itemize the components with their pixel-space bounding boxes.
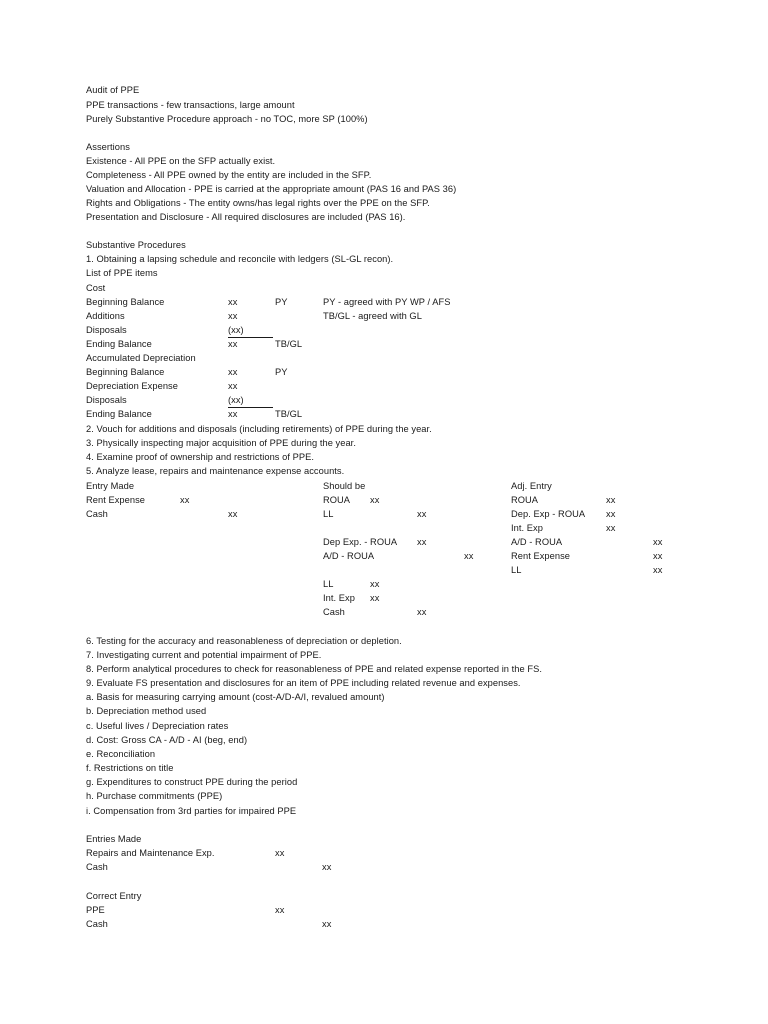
doc-subtitle-line: PPE transactions - few transactions, large amount — [86, 100, 295, 110]
disclosure-item: h. Purchase commitments (PPE) — [86, 791, 223, 801]
journal-credit-account: Cash — [86, 862, 108, 872]
procedure-step: 3. Physically inspecting major acquisition of PPE during the year. — [86, 438, 356, 448]
journal-credit-account: A/D - ROUA — [511, 537, 563, 547]
entries-made-heading: Entries Made — [86, 834, 142, 844]
journal-amount: xx — [370, 579, 380, 589]
disclosure-item: i. Compensation from 3rd parties for impaired PPE — [86, 806, 297, 816]
schedule-label: Additions — [86, 311, 125, 321]
journal-amount: xx — [606, 495, 616, 505]
schedule-note: PY - agreed with PY WP / AFS — [323, 297, 451, 307]
procedure-step: 8. Perform analytical procedures to check for reasonableness of PPE and related expense reported in the FS. — [86, 664, 542, 674]
journal-amount: xx — [322, 862, 332, 872]
journal-debit-account: Int. Exp — [323, 593, 355, 603]
journal-amount: xx — [417, 537, 427, 547]
procedure-step: 6. Testing for the accuracy and reasonableness of depreciation or depletion. — [86, 636, 402, 646]
procedure-step: 5. Analyze lease, repairs and maintenance expense accounts. — [86, 466, 345, 476]
procedure-step: 7. Investigating current and potential impairment of PPE. — [86, 650, 322, 660]
journal-amount: xx — [606, 509, 616, 519]
substantive-heading: Substantive Procedures — [86, 240, 186, 250]
schedule-ref: TB/GL — [275, 339, 303, 349]
journal-debit-account: Dep Exp. - ROUA — [323, 537, 398, 547]
journal-amount: xx — [370, 495, 380, 505]
journal-debit-account: LL — [323, 579, 334, 589]
assertion-item: Rights and Obligations - The entity owns/has legal rights over the PPE on the SFP. — [86, 198, 430, 208]
procedure-step: 9. Evaluate FS presentation and disclosures for an item of PPE including related revenue and expenses. — [86, 678, 521, 688]
journal-credit-account: Cash — [323, 607, 345, 617]
schedule-label: Ending Balance — [86, 339, 152, 349]
accum-heading: Accumulated Depreciation — [86, 353, 196, 363]
list-heading: List of PPE items — [86, 268, 158, 278]
disclosure-item: g. Expenditures to construct PPE during the period — [86, 777, 298, 787]
journal-debit-account: ROUA — [511, 495, 539, 505]
entry-made-heading: Entry Made — [86, 481, 135, 491]
journal-amount: xx — [417, 509, 427, 519]
schedule-amount: xx — [228, 409, 238, 419]
schedule-amount: (xx) — [228, 395, 244, 405]
journal-amount: xx — [370, 593, 380, 603]
total-underline — [228, 407, 273, 408]
schedule-label: Disposals — [86, 325, 127, 335]
journal-debit-account: Dep. Exp - ROUA — [511, 509, 586, 519]
disclosure-item: c. Useful lives / Depreciation rates — [86, 721, 229, 731]
journal-debit-account: Repairs and Maintenance Exp. — [86, 848, 215, 858]
journal-amount: xx — [417, 607, 427, 617]
journal-amount: xx — [180, 495, 190, 505]
cost-heading: Cost — [86, 283, 106, 293]
journal-debit-account: Rent Expense — [86, 495, 146, 505]
schedule-amount: xx — [228, 311, 238, 321]
correct-entry-heading: Correct Entry — [86, 891, 142, 901]
journal-debit-account: Int. Exp — [511, 523, 543, 533]
journal-credit-account: A/D - ROUA — [323, 551, 375, 561]
doc-title: Audit of PPE — [86, 85, 140, 95]
journal-credit-account: LL — [323, 509, 334, 519]
schedule-ref: PY — [275, 297, 288, 307]
schedule-ref: TB/GL — [275, 409, 303, 419]
journal-debit-account: ROUA — [323, 495, 351, 505]
disclosure-item: a. Basis for measuring carrying amount (cost-A/D-A/I, revalued amount) — [86, 692, 385, 702]
schedule-label: Beginning Balance — [86, 297, 165, 307]
schedule-label: Beginning Balance — [86, 367, 165, 377]
journal-amount: xx — [464, 551, 474, 561]
procedure-step: 1. Obtaining a lapsing schedule and reconcile with ledgers (SL-GL recon). — [86, 254, 394, 264]
journal-amount: xx — [275, 905, 285, 915]
journal-amount: xx — [606, 523, 616, 533]
journal-amount: xx — [653, 565, 663, 575]
assertion-item: Completeness - All PPE owned by the entity are included in the SFP. — [86, 170, 372, 180]
assertion-item: Existence - All PPE on the SFP actually exist. — [86, 156, 276, 166]
total-underline — [228, 337, 273, 338]
assertions-heading: Assertions — [86, 142, 130, 152]
schedule-note: TB/GL - agreed with GL — [323, 311, 422, 321]
procedure-step: 2. Vouch for additions and disposals (including retirements) of PPE during the year. — [86, 424, 432, 434]
schedule-amount: (xx) — [228, 325, 244, 335]
disclosure-item: e. Reconciliation — [86, 749, 156, 759]
journal-amount: xx — [275, 848, 285, 858]
schedule-ref: PY — [275, 367, 288, 377]
disclosure-item: d. Cost: Gross CA - A/D - AI (beg, end) — [86, 735, 248, 745]
assertion-item: Presentation and Disclosure - All required disclosures are included (PAS 16). — [86, 212, 406, 222]
journal-credit-account: LL — [511, 565, 522, 575]
disclosure-item: f. Restrictions on title — [86, 763, 174, 773]
journal-credit-account: Rent Expense — [511, 551, 571, 561]
journal-debit-account: PPE — [86, 905, 105, 915]
disclosure-item: b. Depreciation method used — [86, 706, 207, 716]
doc-subtitle-line: Purely Substantive Procedure approach - no TOC, more SP (100%) — [86, 114, 368, 124]
journal-amount: xx — [228, 509, 238, 519]
journal-credit-account: Cash — [86, 509, 108, 519]
should-be-heading: Should be — [323, 481, 366, 491]
journal-amount: xx — [322, 919, 332, 929]
assertion-item: Valuation and Allocation - PPE is carried at the appropriate amount (PAS 16 and PAS 36) — [86, 184, 457, 194]
schedule-label: Depreciation Expense — [86, 381, 178, 391]
schedule-amount: xx — [228, 297, 238, 307]
adj-entry-heading: Adj. Entry — [511, 481, 552, 491]
schedule-amount: xx — [228, 339, 238, 349]
schedule-label: Ending Balance — [86, 409, 152, 419]
journal-credit-account: Cash — [86, 919, 108, 929]
procedure-step: 4. Examine proof of ownership and restrictions of PPE. — [86, 452, 315, 462]
journal-amount: xx — [653, 537, 663, 547]
schedule-amount: xx — [228, 381, 238, 391]
schedule-label: Disposals — [86, 395, 127, 405]
schedule-amount: xx — [228, 367, 238, 377]
journal-amount: xx — [653, 551, 663, 561]
